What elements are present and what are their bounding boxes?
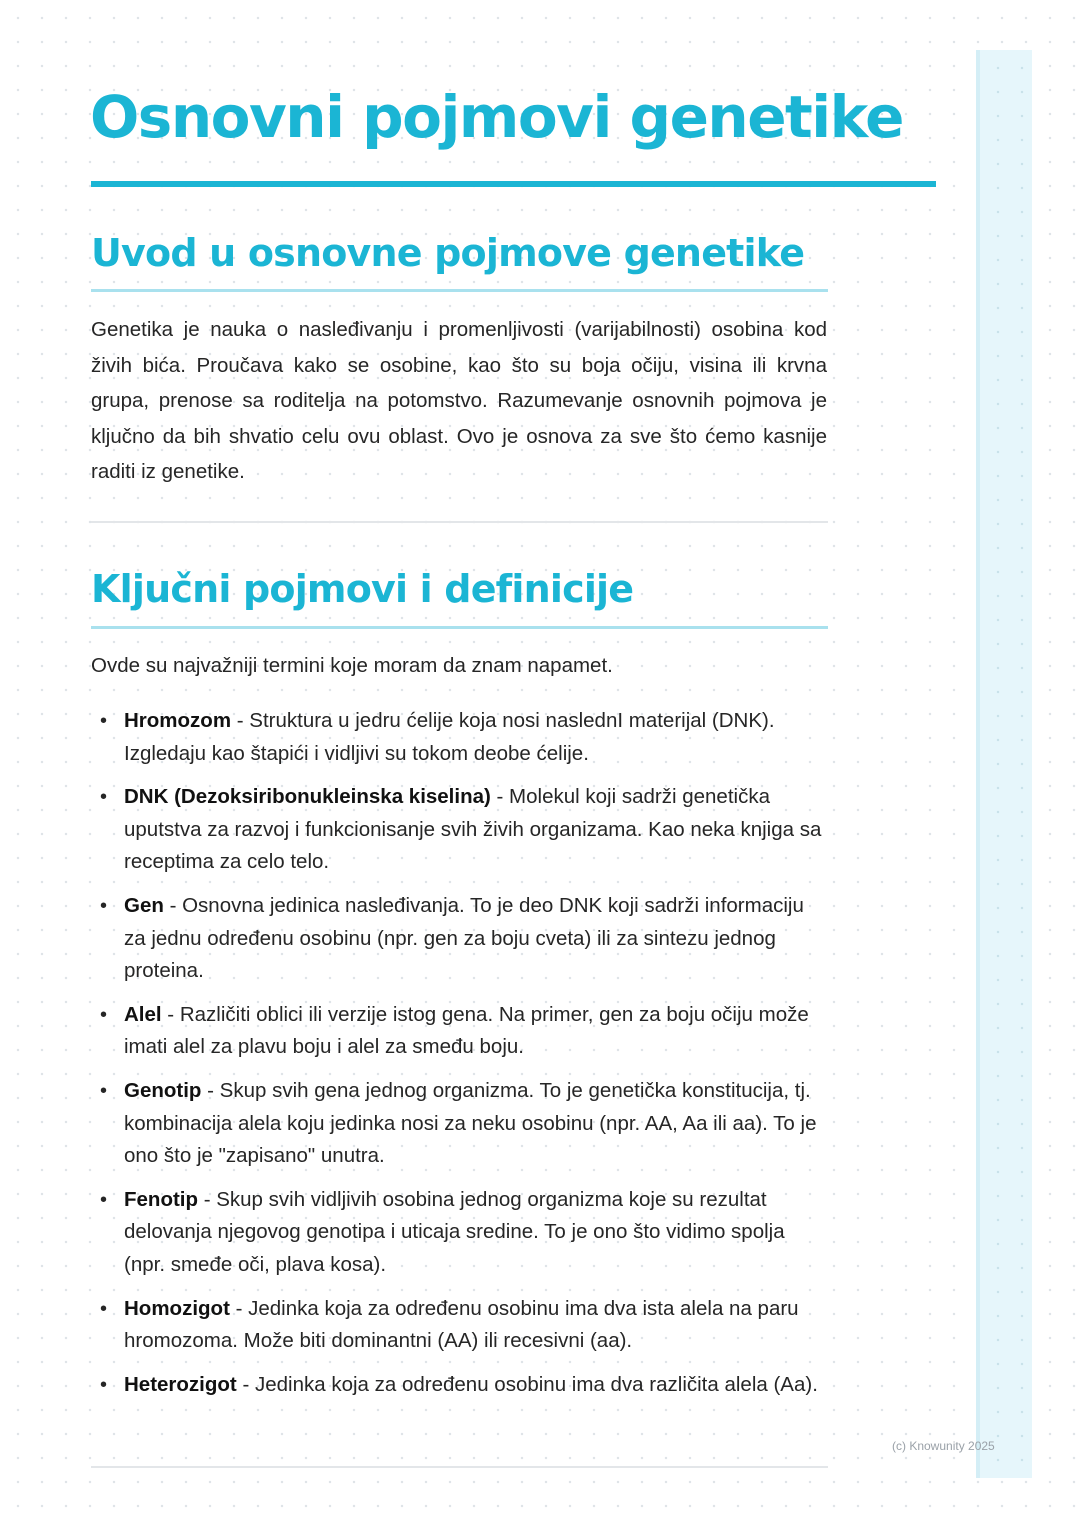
bullet-dot-icon: • xyxy=(100,1297,108,1320)
section-underline-terms xyxy=(91,626,828,629)
list-item-dnk xyxy=(91,781,828,879)
term-list xyxy=(91,705,828,1412)
term-name: Alel xyxy=(124,1002,162,1026)
list-item-genotip xyxy=(91,1075,828,1173)
bullet-dot-icon: • xyxy=(100,1003,108,1026)
bullet-dot-icon: • xyxy=(100,710,108,732)
section-divider xyxy=(91,521,828,523)
bullet-dot-icon: • xyxy=(100,1079,108,1102)
term-definition: - Jedinka koja za određenu osobinu ima dva različita alela (Aa). xyxy=(236,1372,818,1396)
intro-paragraph: Genetika je nauka o nasleđivanju i promenljivosti (varijabilnosti) osobina kod živih bića. Proučava kako se osobine, kao što su boja očiju, visina ili krvna grupa, prenose sa roditelja na potomstvo. Razumevanje osnovnih pojmova je ključno da bih shvatio celu ovu oblast. Ovo je osnova za sve što ćemo kasnije raditi iz genetike. xyxy=(91,318,827,483)
terms-lead-text: Ovde su najvažniji termini koje moram da znam napamet. xyxy=(91,654,613,677)
term-name: DNK (Dezoksiribonukleinska kiselina) xyxy=(124,785,491,809)
term-definition: - Osnovna jedinica nasleđivanja. To je deo DNK koji sadrži informaciju za jednu određenu osobinu (npr. gen za boju cveta) ili za sintezu jednog proteina. xyxy=(124,893,804,983)
page-title: Osnovni pojmovi genetike xyxy=(90,83,903,151)
section-heading-intro: Uvod u osnovne pojmove genetike xyxy=(91,231,805,275)
term-name: Hromozom xyxy=(124,709,232,732)
term-definition: - Različiti oblici ili verzije istog gena. Na primer, gen za boju očiju može imati alel za plavu boju i alel za smeđu boju. xyxy=(124,1002,809,1059)
copyright-footer: (c) Knowunity 2025 xyxy=(892,1439,995,1453)
term-definition: - Jedinka koja za određenu osobinu ima dva ista alela na paru hromozoma. Može biti dominantni (AA) ili recesivni (aa). xyxy=(124,1296,799,1353)
term-name: Genotip xyxy=(124,1078,202,1102)
title-underline xyxy=(91,181,936,187)
section-underline-intro xyxy=(91,289,828,292)
term-definition: - Skup svih gena jednog organizma. To je genetička konstitucija, tj. kombinacija alela koju jedinka nosi za neku osobinu (npr. AA, Aa ili aa). To je ono što je "zapisano" unutra. xyxy=(124,1078,817,1168)
list-item-fenotip xyxy=(91,1184,828,1282)
list-item-heterozigot xyxy=(91,1369,828,1402)
list-item-homozigot xyxy=(91,1293,828,1358)
term-definition: - Molekul koji sadrži genetička uputstva za razvoj i funkcionisanje svih živih organizama. Kao neka knjiga sa receptima za celo telo. xyxy=(124,785,822,874)
bullet-dot-icon: • xyxy=(100,894,108,917)
term-name: Heterozigot xyxy=(124,1372,237,1396)
section-heading-terms: Ključni pojmovi i definicije xyxy=(91,567,634,611)
bullet-dot-icon: • xyxy=(100,786,108,809)
term-name: Homozigot xyxy=(124,1296,230,1320)
bullet-dot-icon: • xyxy=(100,1188,108,1211)
bullet-dot-icon: • xyxy=(100,1373,108,1396)
list-item-hromozom xyxy=(91,705,828,770)
term-definition: - Skup svih vidljivih osobina jednog organizma koje su rezultat delovanja njegovog genotipa i uticaja sredine. To je ono što vidimo spolja (npr. smeđe oči, plava kosa). xyxy=(124,1187,785,1276)
term-name: Fenotip xyxy=(124,1187,199,1211)
list-item-gen xyxy=(91,890,828,988)
bottom-divider xyxy=(91,1466,828,1468)
side-margin-strip xyxy=(976,50,1032,1478)
term-definition: - Struktura u jedru ćelije koja nosi naslednI materijal (DNK). Izgledaju kao štapići i vidljivi su tokom deobe ćelije. xyxy=(124,709,775,765)
term-name: Gen xyxy=(124,893,164,917)
list-item-alel xyxy=(91,999,828,1064)
